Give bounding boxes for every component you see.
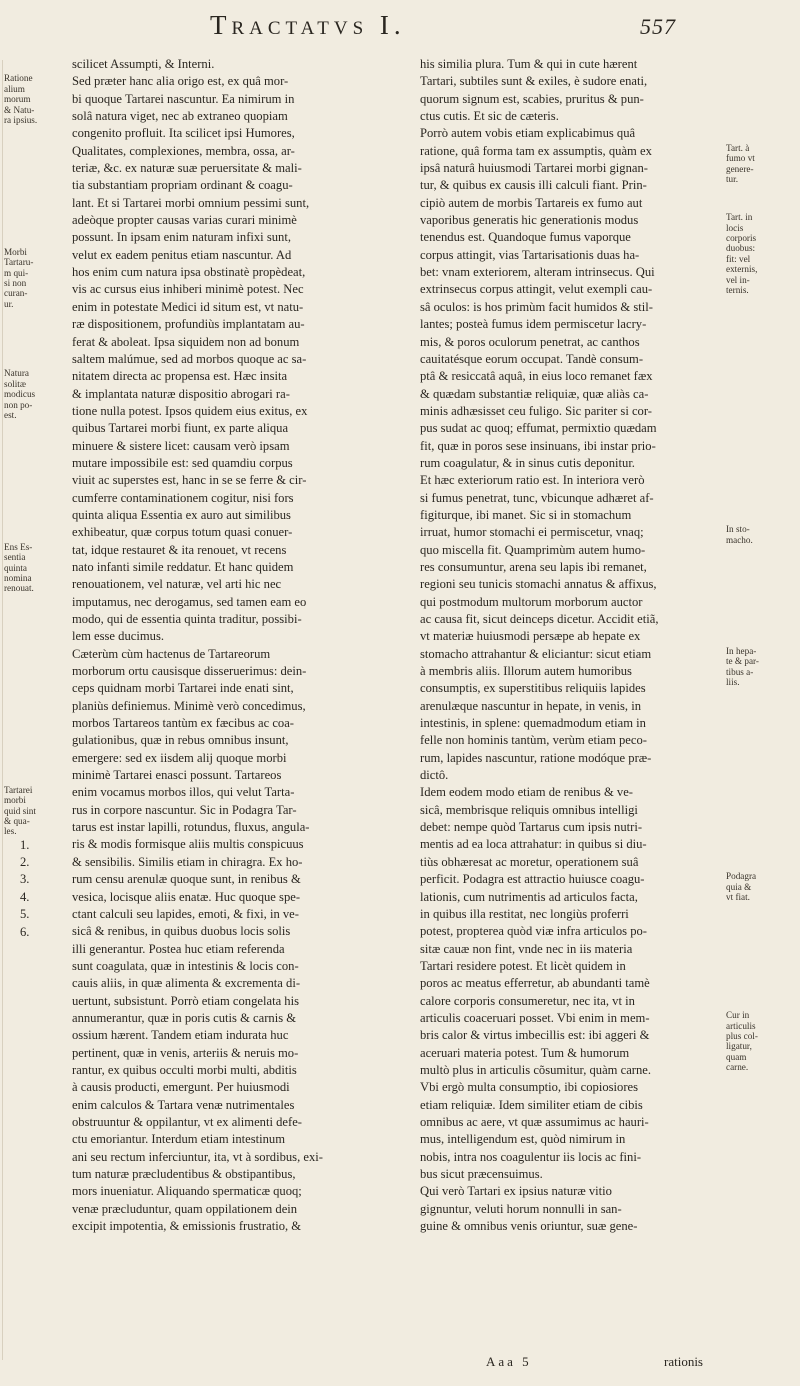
text-line: cumferre contaminationem cogitur, nisi fors <box>72 490 294 505</box>
text-line: Cæterùm cùm hactenus de Tartareorum <box>72 646 271 661</box>
list-number: 4. <box>20 889 30 904</box>
text-line: bi quoque Tartarei nascuntur. Ea nimirum in <box>72 91 295 106</box>
text-line: ossium hærent. Tandem etiam indurata huc <box>72 1028 289 1043</box>
text-line: ctant calculi seu lapides, emoti, & fixi, in ve- <box>72 906 299 921</box>
right-margin-note: Tart. in locis corporis duobus: fit: vel externis, vel in- ternis. <box>726 212 758 295</box>
text-line: irruat, humor stomachi ei permiscetur, vnaq; <box>420 525 644 540</box>
text-line: rum coagulatur, & in sinus cutis deponitur. <box>420 455 635 470</box>
text-line: sunt coagulata, quæ in intestinis & locis con- <box>72 958 299 973</box>
text-line: ani seu rectum inferciuntur, ita, vt à sordibus, exi- <box>72 1149 323 1164</box>
text-line: Et hæc exteriorum ratio est. In interiora verò <box>420 473 645 488</box>
text-line: articulis coaceruari posset. Vbi enim in mem- <box>420 1010 650 1025</box>
text-line: Porrò autem vobis etiam explicabimus quâ <box>420 126 636 141</box>
text-line: figiturque, ibi manet. Sic si in stomachum <box>420 507 632 522</box>
text-line: ræ dispositionem, profundiùs implantatam au- <box>72 317 305 332</box>
right-margin-note: In sto- macho. <box>726 524 753 545</box>
text-line: Vbi ergò multa consumptio, ibi copiosiores <box>420 1080 639 1095</box>
text-line: planiùs definiemus. Minimè verò concedimus, <box>72 698 306 713</box>
text-line: ceps quidnam morbi Tartarei inde enati sint, <box>72 681 294 696</box>
signature-mark: Aaa 5 <box>486 1354 532 1369</box>
text-line: minuere & sistere licet: causam verò ipsam <box>72 438 290 453</box>
text-line: corpus attingit, vias Tartarisationis duas ha- <box>420 247 640 262</box>
page-header <box>0 10 800 50</box>
text-line: adeòque propter causas varias curari minimè <box>72 213 297 228</box>
text-line: qui postmodum multorum morborum auctor <box>420 594 643 609</box>
text-line: saltem malúmue, sed ad morbos quoque ac sa- <box>72 351 307 366</box>
left-margin-note: Morbi Tartaru- m qui- si non curan- ur. <box>4 246 34 309</box>
catchword: rationis <box>664 1354 703 1369</box>
text-line: tum naturæ præcludentibus & obstipantibus, <box>72 1167 296 1181</box>
text-line: arenulæque nascuntur in hepate, in venis, in <box>420 698 642 713</box>
text-line: enim vocamus morbos illos, qui velut Tarta- <box>72 785 295 800</box>
text-line: potest, propterea quòd viæ infra articulos po- <box>420 924 647 939</box>
text-line: rum censu arenulæ quoque sunt, in renibus & <box>72 872 301 887</box>
text-line: vaporibus generatis hic generationis modus <box>420 213 639 228</box>
text-line: sicâ, membrisque reliquis omnibus intelligi <box>420 802 638 817</box>
text-line: Idem eodem modo etiam de renibus & ve- <box>420 785 633 800</box>
text-line: bus sicut præcensuimus. <box>420 1167 543 1181</box>
text-line: velut ex eadem penitus etiam nascuntur. Ad <box>72 247 292 262</box>
text-line: morborum ortu causisque disseruerimus: dein- <box>72 664 307 679</box>
text-line: ipsâ naturâ huiusmodi Tartarei morbi gignan- <box>420 161 648 176</box>
left-margin-note: Natura solitæ modicus non po- est. <box>4 368 36 420</box>
text-line: tia substantiam propriam ordinant & coagu- <box>72 178 293 193</box>
text-line: Sed præter hanc alia origo est, ex quâ mor- <box>72 74 289 89</box>
text-line: cauis aliis, in quæ alimenta & excrementa di- <box>72 976 301 991</box>
text-line: gignuntur, veluti horum nonnulli in san- <box>420 1201 622 1216</box>
text-line: sâ oculos: is hos primùm facit humidos & stil- <box>420 299 653 314</box>
text-line: tiùs obhæresat ac moretur, operationem suâ <box>420 854 639 869</box>
text-line: ctu emoriantur. Interdum etiam intestinum <box>72 1132 285 1147</box>
text-line: etiam reliquiæ. Idem similiter etiam de cibis <box>420 1097 643 1112</box>
text-line: pus sudat ac quoq; effumat, permixtio quædam <box>420 421 657 436</box>
text-line: imputamus, nec derogamus, sed tamen eam eo <box>72 594 307 609</box>
right-text-column <box>420 56 716 1235</box>
text-line: minimè Tartarei enasci possunt. Tartareos <box>72 768 282 783</box>
left-margin-note: Ens Es- sentia quinta nomina renouat. <box>4 541 34 594</box>
text-line: minis adhæsisset ceu fuligo. Sic pariter si cor- <box>420 403 652 418</box>
text-line: ctus cutis. Et sic de cæteris. <box>420 109 559 124</box>
running-title: Tractatvs I. <box>210 10 406 40</box>
text-line: annumerantur, quæ in poris cutis & carnis & <box>72 1010 297 1025</box>
text-line: nato infanti simile reddatur. Et hanc quidem <box>72 559 294 574</box>
text-line: & quædam substantiæ reliquiæ, quæ aliàs ca- <box>420 386 649 401</box>
right-margin-note: Podagra quia & vt fiat. <box>726 871 757 903</box>
text-line: lant. Et si Tartarei morbi omnium pessimi sunt, <box>72 195 310 210</box>
left-margin-note: Tartarei morbi quid sint & qua- les. <box>4 784 36 837</box>
page-number: 557 <box>640 14 676 39</box>
text-line: hos enim cum natura ipsa obstinatè propèdeat, <box>72 265 306 280</box>
text-line: bris calor & virtus imbecillis est: ibi aggeri & <box>420 1028 650 1043</box>
list-number: 6. <box>20 924 30 939</box>
text-line: vt materiæ huiusmodi persæpe ab hepate ex <box>420 629 641 644</box>
text-line: enim calculos & Tartara venæ nutrimentales <box>72 1097 295 1112</box>
text-line: venæ præcluduntur, quam oppilationem dein <box>72 1201 298 1216</box>
list-number: 3. <box>20 872 30 887</box>
text-line: rum, lapides nascuntur, ratione modóque præ- <box>420 750 652 765</box>
text-line: ris & modis formisque aliis multis conspicuus <box>72 837 304 852</box>
text-line: congenito profluit. Ita scilicet ipsi Humores, <box>72 126 295 141</box>
text-line: uertunt, subsistunt. Porrò etiam congelata his <box>72 993 300 1008</box>
text-line: tur, & quibus ex causis illi calculi fiant. Prin- <box>420 178 647 193</box>
text-line: excipit impotentia, & emissionis frustratio, & <box>72 1219 302 1234</box>
text-line: mis, & poros oculorum penetrat, ac canthos <box>420 334 640 349</box>
text-line: & sensibilis. Similis etiam in chiragra. Ex ho- <box>72 854 303 869</box>
text-line: aceruari materia potest. Tum & humorum <box>420 1045 630 1060</box>
text-line: quo miscella fit. Quamprimùm autem humo- <box>420 542 646 557</box>
text-line: sitæ cauæ non fint, vnde nec in iis materia <box>420 941 633 956</box>
text-line: enim in potestate Medici id situm est, vt natu- <box>72 299 304 314</box>
text-line: modo, qui de essentia quinta traditur, possibi- <box>72 612 302 626</box>
text-line: poros ac meatus efferretur, ab abundanti tamè <box>420 976 650 991</box>
text-line: exhibeatur, quæ corpus totum quasi conuer- <box>72 525 293 540</box>
text-line: in quibus illa restitat, nec longiùs proferri <box>420 906 629 921</box>
text-line: quibus Tartarei morbi fiunt, ex parte aliqua <box>72 421 289 436</box>
text-line: mors inueniatur. Aliquando spermaticæ quoq; <box>72 1184 302 1199</box>
text-line: morbos Tartareos tantùm ex fæcibus ac coa- <box>72 716 295 731</box>
text-line: his similia plura. Tum & qui in cute hærent <box>420 57 638 71</box>
text-line: cauitatésque eorum occupat. Tandè consum- <box>420 351 644 366</box>
text-line: calore corporis consumeretur, nec ita, vt in <box>420 993 635 1008</box>
text-line: gulationibus, quæ in rebus omnibus insunt, <box>72 733 289 748</box>
text-line: quinta aliqua Essentia ex auro aut similibus <box>72 507 291 522</box>
text-line: lationis, cum nutrimentis ad articulos facta, <box>420 889 638 904</box>
text-line: Tartari, subtiles sunt & exiles, è sudore enati, <box>420 74 648 89</box>
text-line: teriæ, &c. ex naturæ suæ peruersitate & mali- <box>72 161 302 176</box>
text-line: Qualitates, complexiones, membra, ossa, ar- <box>72 143 295 158</box>
left-margin-note: Ratione alium morum & Natu- ra ipsius. <box>4 73 38 125</box>
text-line: mentis ad ea loca attrahatur: in quibus si diu- <box>420 837 647 852</box>
text-line: consumptis, ex superstitibus reliquiis lapides <box>420 681 646 696</box>
text-line: tat, idque restauret & ita renouet, vt recens <box>72 542 287 557</box>
text-line: possunt. In ipsam enim naturam infixi sunt, <box>72 230 291 245</box>
text-line: mus, intelligendum est, quòd nimirum in <box>420 1132 626 1147</box>
text-line: cipiò autem de morbis Tartareis ex fumo aut <box>420 195 643 210</box>
text-line: si fumus penetrat, tunc, vbicunque adhæret af- <box>420 490 654 505</box>
text-line: felle non hominis tantùm, verùm etiam peco- <box>420 733 647 748</box>
right-margin-note: Cur in articulis plus col- ligatur, quam carne. <box>726 1010 758 1073</box>
text-line: multò plus in articulis cõsumitur, quàm carne. <box>420 1062 652 1077</box>
text-line: nobis, intra nos coagulentur iis locis ac fini- <box>420 1149 642 1164</box>
text-line: ptâ & resiccatâ aquâ, in eius loco remanet fæx <box>420 369 653 384</box>
text-line: illi generantur. Postea huc etiam referenda <box>72 941 285 956</box>
text-line: scilicet Assumpti, & Interni. <box>72 57 215 71</box>
list-number: 5. <box>20 907 30 922</box>
text-line: tarus est instar lapilli, rotundus, fluxus, angula- <box>72 820 310 835</box>
text-line: rantur, ex quibus occulti morbi multi, abditis <box>72 1062 297 1077</box>
right-margin-note: Tart. à fumo vt genere- tur. <box>726 142 755 184</box>
text-line: regioni seu tunicis stomachi annatus & affixus, <box>420 577 657 592</box>
text-line: viuit ac superstes est, hanc in se se ferre & cir- <box>72 473 307 488</box>
text-line: ac causa fit, sicut deinceps dicetur. Accidit etiã, <box>420 612 659 626</box>
text-line: & implantata naturæ dispositio abrogari ra- <box>72 386 290 401</box>
text-line: res consumuntur, arena seu lapis ibi remanet, <box>420 559 647 574</box>
text-line: guine & omnibus venis oriuntur, suæ gene- <box>420 1219 638 1234</box>
text-line: tenendus est. Quandoque fumus vaporque <box>420 230 631 245</box>
text-line: omnibus ac aere, vt quæ assumimus ac hauri- <box>420 1114 649 1129</box>
text-line: renouationem, vel naturæ, vel arti hic nec <box>72 577 282 592</box>
text-line: debet: nempe quòd Tartarus cum ipsis nutri- <box>420 820 643 835</box>
text-line: perficit. Podagra est attractio huiusce coagu- <box>420 872 645 887</box>
text-line: quorum signum est, scabies, pruritus & pun- <box>420 91 644 106</box>
text-line: tione nulla potest. Ipsos quidem eius exitus, ex <box>72 403 308 418</box>
text-line: sicâ & renibus, in quibus duobus locis solis <box>72 924 291 939</box>
right-margin-note: In hepa- te & par- tibus a- liis. <box>726 645 759 688</box>
page-gutter-shadow <box>2 60 3 1360</box>
text-line: ferat & aboleat. Ipsa siquidem non ad bonum <box>72 334 300 349</box>
text-line: obstruuntur & oppilantur, vt ex alimenti defe- <box>72 1114 302 1129</box>
text-line: vis ac cursus eius inhiberi minimè potest. Nec <box>72 282 304 297</box>
list-number: 1. <box>20 837 30 852</box>
text-line: dictô. <box>420 768 449 783</box>
text-line: rus in corpore nascuntur. Sic in Podagra Tar- <box>72 802 297 817</box>
text-line: extrinsecus corpus attingit, velut exempli cau- <box>420 282 653 297</box>
text-line: emergere: sed ex iisdem alij quoque morbi <box>72 750 287 765</box>
text-line: fit, quæ in poros sese insinuans, ibi instar prio- <box>420 438 656 453</box>
text-line: à membris aliis. Illorum autem humoribus <box>420 664 632 679</box>
text-line: Tartari residere potest. Et licèt quidem in <box>420 958 626 973</box>
text-line: intestinis, in splene: quemadmodum etiam in <box>420 716 646 731</box>
text-line: solâ natura viget, nec ab extraneo quopiam <box>72 109 288 124</box>
text-line: pertinent, quæ in venis, arteriis & neruis mo- <box>72 1045 299 1060</box>
text-line: bet: vnam exteriorem, alteram intrinsecus. Qui <box>420 265 655 280</box>
text-line: lantes; posteà fumus idem permiscetur lacry- <box>420 317 647 332</box>
list-number: 2. <box>20 855 30 870</box>
left-text-column <box>72 56 402 1235</box>
text-line: ratione, quâ forma tam ex assumptis, quàm ex <box>420 143 652 158</box>
text-line: nitatem directa ac propensa est. Hæc insita <box>72 369 288 384</box>
text-line: à causis producti, emergunt. Per huiusmodi <box>72 1080 290 1095</box>
text-line: mutare impossibile est: sed quamdiu corpus <box>72 455 293 470</box>
text-line: vesica, locisque aliis enatæ. Huc quoque spe- <box>72 889 301 904</box>
text-line: Qui verò Tartari ex ipsius naturæ vitio <box>420 1184 612 1199</box>
text-line: lem esse ducimus. <box>72 629 164 644</box>
text-line: stomacho attrahantur & eliciantur: sicut etiam <box>420 646 652 661</box>
